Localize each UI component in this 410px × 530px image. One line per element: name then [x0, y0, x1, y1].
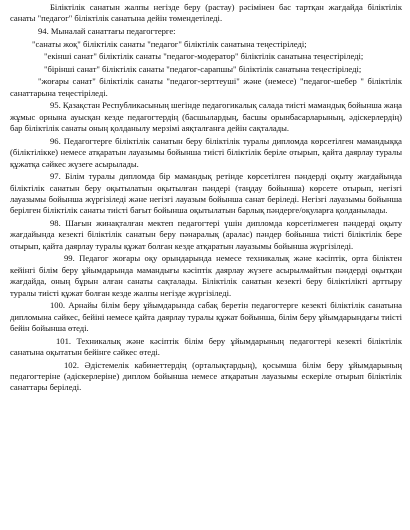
paragraph-100: 100. Арнайы білім беру ұйымдарында сабақ беретін педагогтерге кезекті біліктілік санатына дипломына сәйкес, бейіні немесе қайта даярлау туралы құжат бойынша, білім беру ұйымдарындағы тиісті бейін бойынша өтеді.: [10, 300, 402, 334]
paragraph-94-second-category: "екінші санат" біліктілік санаты "педагог-модератор" біліктілік санатына теңестіріледі;: [44, 51, 364, 62]
paragraph-95: 95. Қазақстан Республикасының шегінде педагогикалық салада тиісті мамандық бойынша жаңа жұмыс орнына ауысқан кезде педагогтердің (басшылардың, басшы орынбасарларының, әдіскерлердің) бар біліктілік санаты оның қолданылу мерзімі аяқталғанға дейін сақталады.: [10, 100, 402, 134]
paragraph-94-highest-category: "жоғары санат" біліктілік санаты "педагог-зерттеуші" және (немесе) "педагог-шебер " біліктілік санаттарына теңестіріледі.: [10, 76, 402, 98]
paragraph-98: 98. Шағын жинақталған мектеп педагогтері үшін дипломда көрсетілмеген пәндерді оқыту жағдайында кезекті біліктілік санатын беру пәнаралық (аралас) пәндер бойынша тиісті біліктілік бере отырып, қайта даярлау туралы құжат болған кезде атқаратын лауазымы бойынша жүргізіледі.: [10, 218, 402, 251]
paragraph-102: 102. Әдістемелік кабинеттердің (орталықтардың), қосымша білім беру ұйымдарының педагогтеріне (әдіскерлеріне) диплом бойынша немесе атқаратын лауазымы ескеріле отырып біліктілік санаттары беріледі.: [10, 359, 402, 393]
paragraph-94-first-category: "бірінші санат" біліктілік санаты "педагог-сарапшы" біліктілік санатына теңестіріледі;: [44, 63, 362, 74]
paragraph-94-intro: 94. Мыналай санаттағы педагогтерге:: [38, 26, 176, 36]
paragraph-demotion: Біліктілік санатын жалпы негізде беру (растау) рәсімінен бас тартқан жағдайда біліктілік санаты "педагог" біліктілік санатына дейін төмендетіледі.: [10, 2, 402, 24]
paragraph-94-no-category: "санаты жоқ" біліктілік санаты "педагог" біліктілік санатына теңестіріледі;: [32, 38, 307, 49]
paragraph-96: 96. Педагогтерге біліктілік санатын беру біліктілік туралы дипломда көрсетілген мамандыққа (біліктілікке) немесе атқаратын лауазымы бойынша тиісті біліктілік беріле отырып, қайта даярлау туралы құжатқа сәйкес жүзеге асырылады.: [10, 135, 402, 169]
paragraph-99: 99. Педагог жоғары оқу орындарында немесе техникалық және кәсіптік, орта біліктен кейінгі білім беру ұйымдарында мамандығы кәсіптік даярлау жүзеге асырылмайтын пәндерді оқытқан жағдайда, оның бұрын алған санаты сақталады. Біліктілік санатын кезекті беру біліктілікті арттыру туралы тиісті құжат болған кезде жалпы негізде жүргізіледі.: [10, 253, 402, 298]
paragraph-97: 97. Білім туралы дипломда бір мамандық ретінде көрсетілген пәндерді оқыту жағдайында біліктілік санатын беру оқытылатын оқытылған пәндері (таңдау бойынша) көрсете отырып, негізгі лауазымы бойынша жүргізіледі және негізгі лауазым бойынша санат беріледі. Негізгі лауазымы бойынша берілген біліктілік санаты тиісті бағыт бойынша оқытылатын барлық пәндерге/оқуларға қолданылады.: [10, 171, 402, 216]
paragraph-101: 101. Техникалық және кәсіптік білім беру ұйымдарының педагогтері кезекті біліктілік санатына оқытатын бейінге сәйкес өтеді.: [10, 335, 402, 358]
